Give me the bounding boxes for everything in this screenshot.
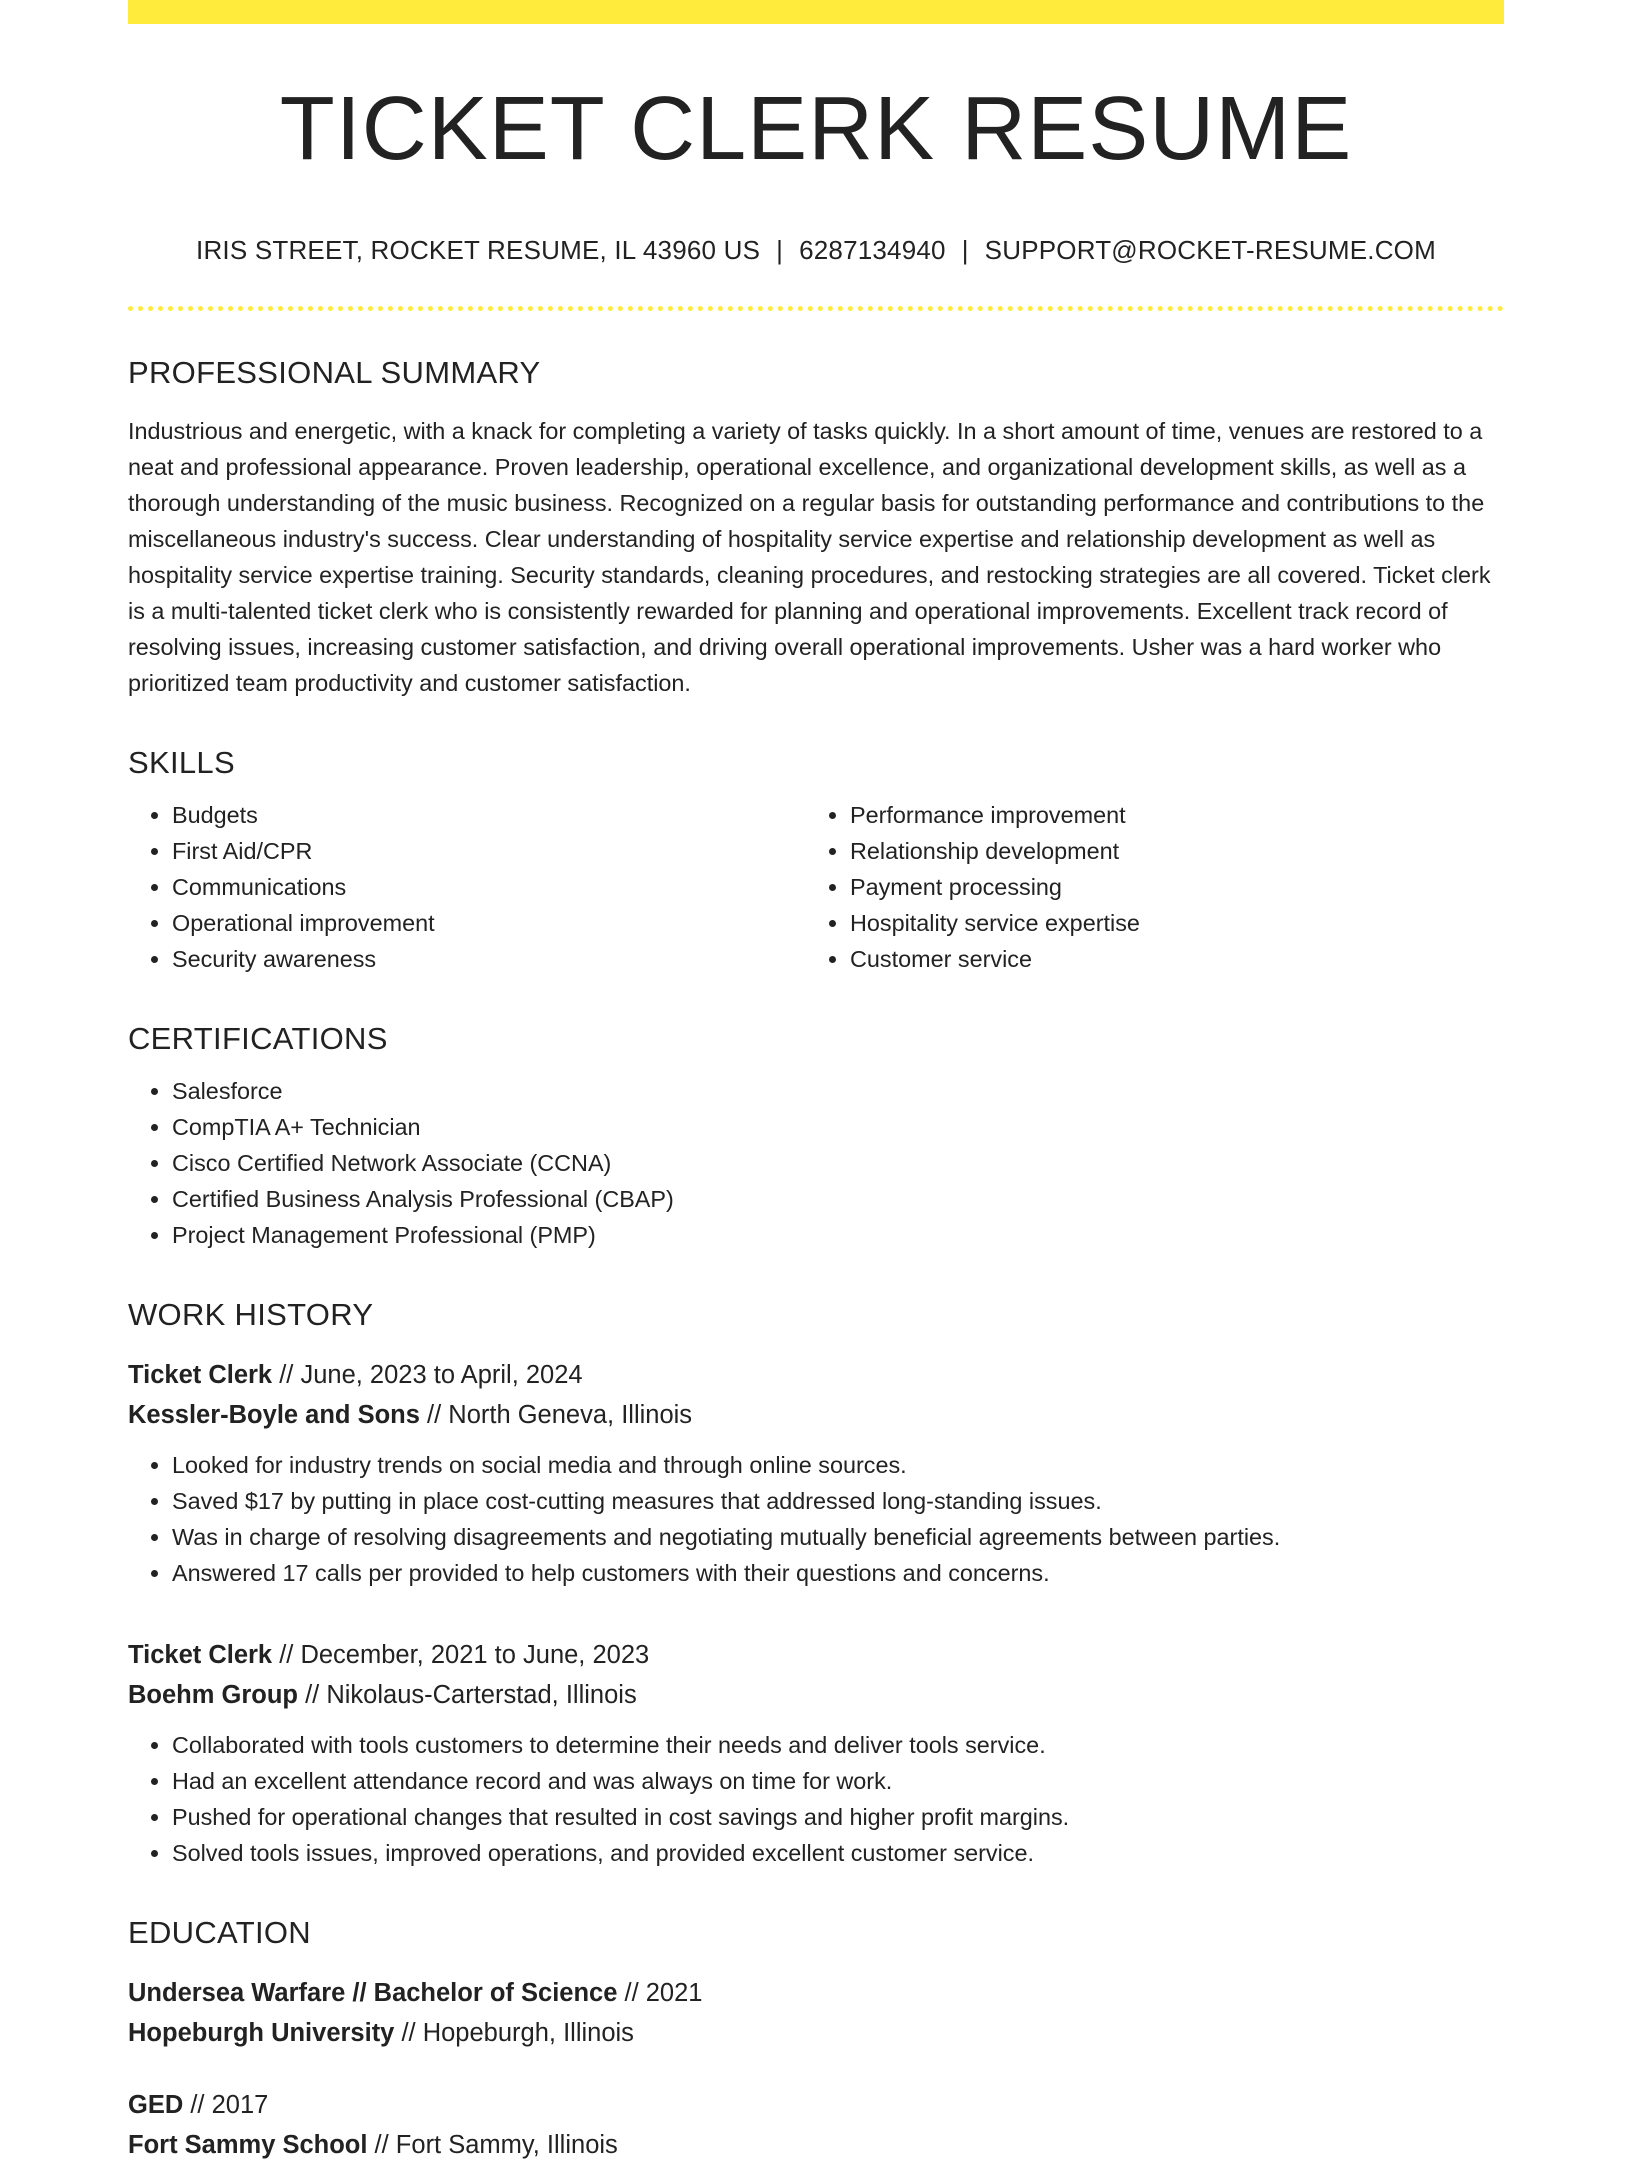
contact-email: SUPPORT@ROCKET-RESUME.COM (984, 235, 1436, 265)
certification-item: • CompTIA A+ Technician (172, 1109, 1504, 1145)
skill-item: • First Aid/CPR (172, 833, 806, 869)
skill-item: • Operational improvement (172, 905, 806, 941)
skills-column-right (806, 797, 1484, 977)
education-school-line (128, 2013, 1504, 2053)
skill-item: • Payment processing (850, 869, 1484, 905)
education-year: // 2017 (183, 2091, 269, 2119)
contact-separator: | (776, 235, 784, 265)
job-title-line (128, 1635, 1504, 1675)
education-entry (128, 1973, 1504, 2053)
job-location: // Nikolaus-Carterstad, Illinois (298, 1681, 637, 1709)
certifications-heading: CERTIFICATIONS (128, 1021, 388, 1056)
job-title: Ticket Clerk (128, 1361, 273, 1389)
skill-item: • Performance improvement (850, 797, 1484, 833)
dotted-divider (128, 306, 1504, 311)
job-bullet: • Saved $17 by putting in place cost-cutting measures that addressed long-standing issues. (172, 1483, 1504, 1519)
certification-item: • Project Management Professional (PMP) (172, 1217, 1504, 1253)
skill-item: • Budgets (172, 797, 806, 833)
job-dates: // December, 2021 to June, 2023 (272, 1641, 650, 1669)
education-school: Fort Sammy School (128, 2131, 368, 2159)
skills-heading: SKILLS (128, 745, 235, 780)
top-accent-bar (128, 0, 1504, 24)
contact-phone: 6287134940 (799, 235, 946, 265)
job-bullet: • Pushed for operational changes that resulted in cost savings and higher profit margins. (172, 1799, 1504, 1835)
education-degree-line (128, 1973, 1504, 2013)
education-school-line (128, 2125, 1504, 2165)
skill-item: • Security awareness (172, 941, 806, 977)
skills-column-left (128, 797, 806, 977)
resume-page (128, 0, 1504, 2165)
skills-list-right (806, 797, 1484, 977)
job-bullet: • Collaborated with tools customers to determine their needs and deliver tools service. (172, 1727, 1504, 1763)
contact-line (128, 235, 1504, 266)
job-title: Ticket Clerk (128, 1641, 273, 1669)
job-bullet: • Had an excellent attendance record and was always on time for work. (172, 1763, 1504, 1799)
education-year: // 2021 (617, 1979, 703, 2007)
skill-item: • Relationship development (850, 833, 1484, 869)
job-entry (128, 1355, 1504, 1591)
job-bullet: • Looked for industry trends on social media and through online sources. (172, 1447, 1504, 1483)
job-company-line (128, 1675, 1504, 1715)
job-bullet: • Answered 17 calls per provided to help customers with their questions and concerns. (172, 1555, 1504, 1591)
skill-item: • Communications (172, 869, 806, 905)
education-heading: EDUCATION (128, 1915, 311, 1950)
work-history-heading: WORK HISTORY (128, 1297, 374, 1332)
education-degree-line (128, 2085, 1504, 2125)
job-bullet: • Was in charge of resolving disagreements and negotiating mutually beneficial agreements between parties. (172, 1519, 1504, 1555)
job-location: // North Geneva, Illinois (419, 1401, 693, 1429)
job-bullets (128, 1727, 1504, 1871)
summary-heading: PROFESSIONAL SUMMARY (128, 355, 541, 390)
skills-grid (128, 797, 1504, 977)
contact-address: IRIS STREET, ROCKET RESUME, IL 43960 US (196, 235, 761, 265)
certification-item: • Cisco Certified Network Associate (CCNA) (172, 1145, 1504, 1181)
job-bullets (128, 1447, 1504, 1591)
job-company: Boehm Group (128, 1681, 298, 1709)
contact-separator: | (961, 235, 969, 265)
job-title-line (128, 1355, 1504, 1395)
job-entry (128, 1635, 1504, 1871)
education-school: Hopeburgh University (128, 2019, 395, 2047)
education-entry (128, 2085, 1504, 2165)
skills-list-left (128, 797, 806, 977)
resume-title: TICKET CLERK RESUME (279, 79, 1353, 179)
certification-item: • Certified Business Analysis Professional (CBAP) (172, 1181, 1504, 1217)
job-bullet: • Solved tools issues, improved operations, and provided excellent customer service. (172, 1835, 1504, 1871)
certifications-list-wrapper (128, 1073, 1504, 1253)
skill-item: • Customer service (850, 941, 1484, 977)
certifications-list (128, 1073, 1504, 1253)
certification-item: • Salesforce (172, 1073, 1504, 1109)
education-location: // Fort Sammy, Illinois (367, 2131, 618, 2159)
education-degree: GED (128, 2091, 184, 2119)
job-company-line (128, 1395, 1504, 1435)
job-company: Kessler-Boyle and Sons (128, 1401, 420, 1429)
education-location: // Hopeburgh, Illinois (394, 2019, 634, 2047)
job-dates: // June, 2023 to April, 2024 (272, 1361, 583, 1389)
education-degree: Undersea Warfare // Bachelor of Science (128, 1979, 618, 2007)
summary-text: Industrious and energetic, with a knack for completing a variety of tasks quickly. In a short amount of time, venues are restored to a neat and professional appearance. Proven leadership, operational excellence, and organizational development skills, as well as a thorough understanding of the music business. Recognized on a regular basis for outstanding performance and contributions to the miscellaneous industry's success. Clear understanding of hospitality service expertise and relationship development as well as hospitality service expertise training. Security standards, cleaning procedures, and restocking strategies are all covered. Ticket clerk is a multi-talented ticket clerk who is consistently rewarded for planning and operational improvements. Excellent track record of resolving issues, increasing customer satisfaction, and driving overall operational improvements. Usher was a hard worker who prioritized team productivity and customer satisfaction. (128, 418, 1491, 696)
skill-item: • Hospitality service expertise (850, 905, 1484, 941)
